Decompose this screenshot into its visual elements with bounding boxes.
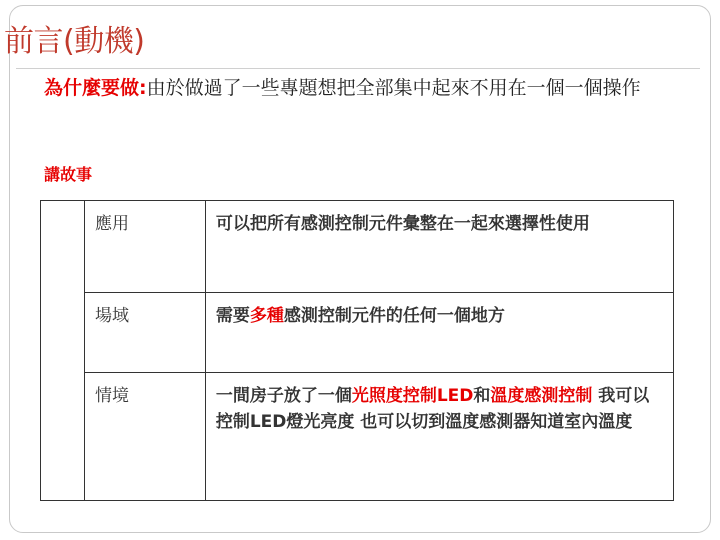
row-label: 場域 <box>84 293 205 373</box>
intro-lead: 為什麼要做: <box>44 77 147 99</box>
table-row <box>41 201 674 293</box>
table-row <box>41 373 674 501</box>
intro-paragraph <box>44 74 664 102</box>
row-value <box>205 293 673 373</box>
row-label: 應用 <box>84 201 205 293</box>
value-text: 我可以控制LED燈光亮度 也可以切到溫度感測器知道室內溫度 <box>215 386 650 432</box>
value-text: 感測控制元件的任何一個地方 <box>283 306 505 326</box>
value-text: 需要 <box>215 306 250 326</box>
story-label: 講故事 <box>44 165 93 184</box>
highlighted-text: 溫度感測控制 <box>490 386 593 406</box>
row-value <box>205 373 673 501</box>
row-label: 情境 <box>84 373 205 501</box>
value-text: 和 <box>473 386 491 406</box>
highlighted-text: 光照度控制LED <box>351 386 474 406</box>
empty-column <box>41 201 85 501</box>
slide-title: 前言(動機) <box>4 24 145 59</box>
title-divider <box>16 68 700 69</box>
row-value <box>205 201 673 293</box>
value-text: 一間房子放了一個 <box>215 386 352 406</box>
scenario-table <box>40 200 674 501</box>
table-row <box>41 293 674 373</box>
highlighted-text: 多種 <box>249 306 284 326</box>
value-text: 可以把所有感測控制元件彙整在一起來選擇性使用 <box>215 214 590 234</box>
intro-text: 由於做過了一些專題想把全部集中起來不用在一個一個操作 <box>146 77 641 99</box>
